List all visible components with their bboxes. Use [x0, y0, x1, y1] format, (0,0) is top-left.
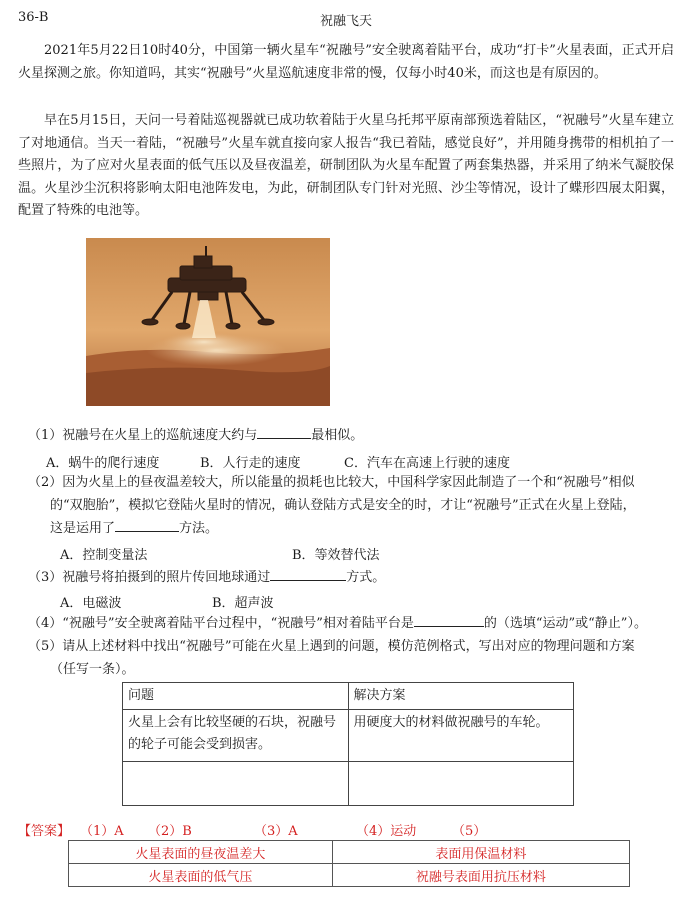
answer-problem-1: 火星表面的昼夜温差大	[69, 841, 333, 864]
table-header-problem: 问题	[123, 683, 349, 710]
table-header-solution: 解决方案	[348, 683, 574, 710]
answer-1: （1）A	[80, 824, 124, 839]
answer-table	[68, 840, 630, 887]
answer-label: 【答案】	[18, 824, 71, 839]
option-b[interactable]: B．人行走的速度	[200, 456, 301, 471]
answer-problem-2: 火星表面的低气压	[69, 864, 333, 887]
answer-solution-2: 祝融号表面用抗压材料	[332, 864, 629, 887]
answer-blank-2[interactable]	[115, 517, 179, 532]
answer-3: （3）A	[254, 824, 298, 839]
question-5: （5）请从上述材料中找出“祝融号”可能在火星上遇到的问题，模仿范例格式，写出对应的物理问题和方案 （任写一条）。	[28, 639, 635, 677]
lander-illustration	[86, 238, 330, 406]
option-a[interactable]: A．电磁波	[60, 596, 122, 611]
option-a[interactable]: A．蜗牛的爬行速度	[46, 456, 160, 471]
example-solution-cell: 用硬度大的材料做祝融号的车轮。	[348, 710, 574, 762]
question-2: （2）因为火星上的昼夜温差较大，所以能量的损耗也比较大，中国科学家因此制造了一个和“祝融号”相似 的“双胞胎”，模拟它登陆火星时的情况，确认登陆方式是安全的时，才让“祝融号”正式在火星上登陆， 这是运用了 方法。	[28, 475, 636, 536]
answer-2: （2）B	[148, 824, 192, 839]
answer-blank-4[interactable]	[414, 612, 484, 627]
question-4: （4）“祝融号”安全驶离着陆平台过程中，“祝融号”相对着陆平台是 的（选填“运动”或“静止”）。	[28, 612, 647, 636]
answer-blank-1[interactable]	[257, 424, 311, 439]
question-code: 36-B	[18, 10, 49, 25]
example-table	[122, 682, 574, 806]
example-problem-cell: 火星上会有比较坚硬的石块，祝融号的轮子可能会受到损害。	[123, 710, 349, 762]
answer-blank-3[interactable]	[270, 566, 346, 581]
answer-4: （4）运动	[356, 824, 417, 839]
option-a[interactable]: A．控制变量法	[60, 548, 148, 563]
empty-solution-cell[interactable]	[348, 762, 574, 806]
question-3: （3）祝融号将拍摄到的照片传回地球通过 方式。	[28, 566, 385, 590]
question-1: （1）祝融号在火星上的巡航速度大约与 最相似。	[28, 424, 363, 448]
mars-lander-photo	[86, 238, 330, 406]
page-header	[18, 10, 674, 30]
page-title: 祝融飞天	[319, 14, 372, 29]
option-b[interactable]: B．超声波	[212, 596, 274, 611]
empty-problem-cell[interactable]	[123, 762, 349, 806]
answer-5: （5）	[452, 824, 487, 839]
passage-paragraph-2: 早在5月15日，天问一号着陆巡视器就已成功软着陆于火星乌托邦平原南部预选着陆区，“祝融号”火星车建立了对地通信。当天一着陆，“祝融号”火星车就直接向家人报告“我已着陆，感觉良好”，并用随身携带的相机拍了一些照片，为了应对火星表面的低气压以及昼夜温差，研制团队为火星车配置了两套集热器，并采用了纳米气凝胶保温。火星沙尘沉积将影响太阳电池阵发电，为此，研制团队专门针对光照、沙尘等情况，设计了蝶形四展太阳翼，配置了特殊的电池等。	[18, 113, 674, 218]
passage-paragraph-1: 2021年5月22日10时40分，中国第一辆火星车“祝融号”安全驶离着陆平台，成功“打卡”火星表面，正式开启火星探测之旅。你知道吗，其实“祝融号”火星巡航速度非常的慢，仅每小时40米，而这也是有原因的。	[18, 43, 674, 81]
option-b[interactable]: B．等效替代法	[292, 548, 380, 563]
option-c[interactable]: C．汽车在高速上行驶的速度	[344, 456, 510, 471]
answer-solution-1: 表面用保温材料	[332, 841, 629, 864]
